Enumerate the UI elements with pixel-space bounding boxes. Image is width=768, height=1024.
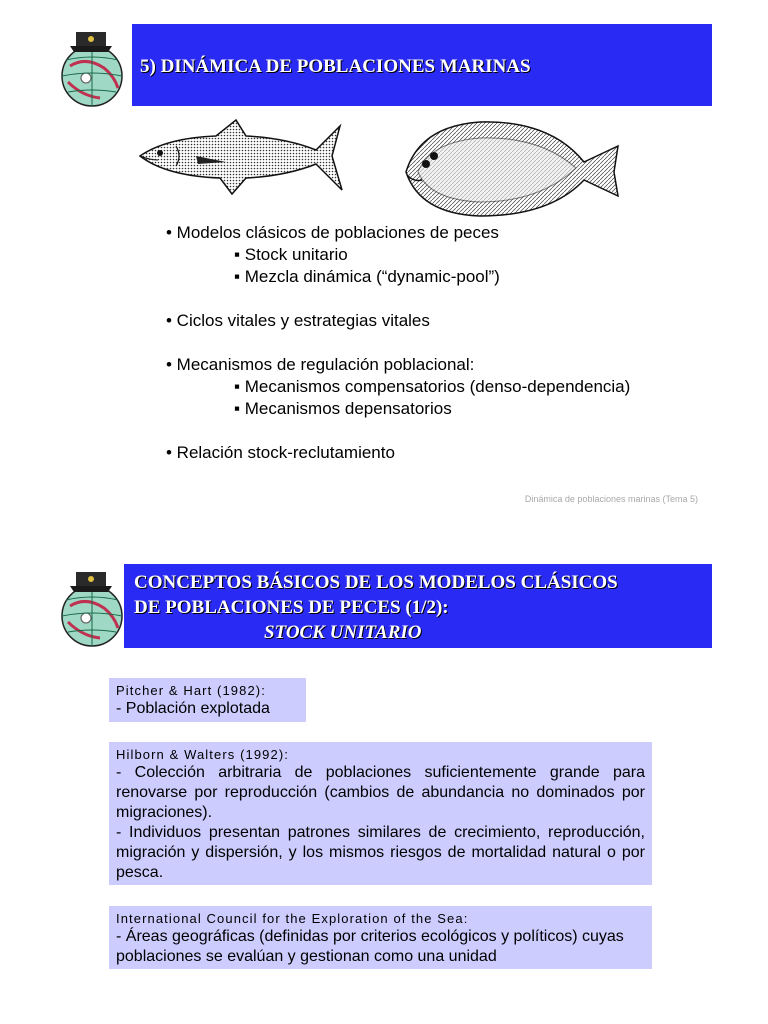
sub-bullet-stock-unitario: ▪ Stock unitario	[234, 245, 348, 264]
slide2-title-line2: DE POBLACIONES DE PECES (1/2):	[134, 597, 449, 618]
bullet-ciclos-vitales: • Ciclos vitales y estrategias vitales	[166, 311, 430, 330]
bullet-relacion-stock: • Relación stock-reclutamiento	[166, 443, 395, 462]
sub-bullet-depensatorios: ▪ Mecanismos depensatorios	[234, 399, 452, 418]
box-source: Pitcher & Hart (1982):	[116, 683, 266, 698]
sub-bullet-mezcla-dinamica: ▪ Mezcla dinámica (“dynamic-pool”)	[234, 267, 500, 286]
definition-box-pitcher-hart	[109, 678, 306, 722]
box-source: International Council for the Exploration of the Sea:	[116, 911, 469, 926]
flatfish-illustration	[400, 116, 622, 220]
bullet-modelos-clasicos: • Modelos clásicos de poblaciones de peces	[166, 223, 499, 242]
box-text-1: - Colección arbitraria de poblaciones suficientemente grande para renovarse por reproducción (cambios de abundancia no dominados por migraciones).	[116, 764, 645, 821]
sub-bullet-compensatorios: ▪ Mecanismos compensatorios (denso-dependencia)	[234, 377, 631, 396]
slide2-title-bar	[124, 564, 712, 648]
definition-box-ices	[109, 906, 652, 969]
slide-title-bar	[132, 24, 712, 106]
box-text: - Población explotada	[116, 700, 270, 717]
globe-logo-icon	[56, 566, 130, 650]
slide-footer: Dinámica de poblaciones marinas (Tema 5)	[524, 494, 698, 504]
definition-box-hilborn-walters	[109, 742, 652, 885]
tuna-illustration	[136, 116, 352, 200]
slide-title: 5) DINÁMICA DE POBLACIONES MARINAS	[140, 56, 531, 77]
globe-logo-icon	[56, 26, 130, 110]
slide2-title-line3: STOCK UNITARIO	[264, 622, 422, 643]
box-text-2: - Individuos presentan patrones similares de crecimiento, reproducción, migración y dispersión, y los mismos riesgos de mortalidad natural o por pesca.	[116, 824, 645, 881]
slide2-title-line1: CONCEPTOS BÁSICOS DE LOS MODELOS CLÁSICOS	[134, 572, 618, 593]
bullet-mecanismos-regulacion: • Mecanismos de regulación poblacional:	[166, 355, 475, 374]
slide1-bullet-list	[166, 222, 630, 464]
box-source: Hilborn & Walters (1992):	[116, 747, 289, 762]
box-text: - Áreas geográficas (definidas por criterios ecológicos y políticos) cuyas poblaciones se evalúan y gestionan como una unidad	[116, 928, 624, 965]
